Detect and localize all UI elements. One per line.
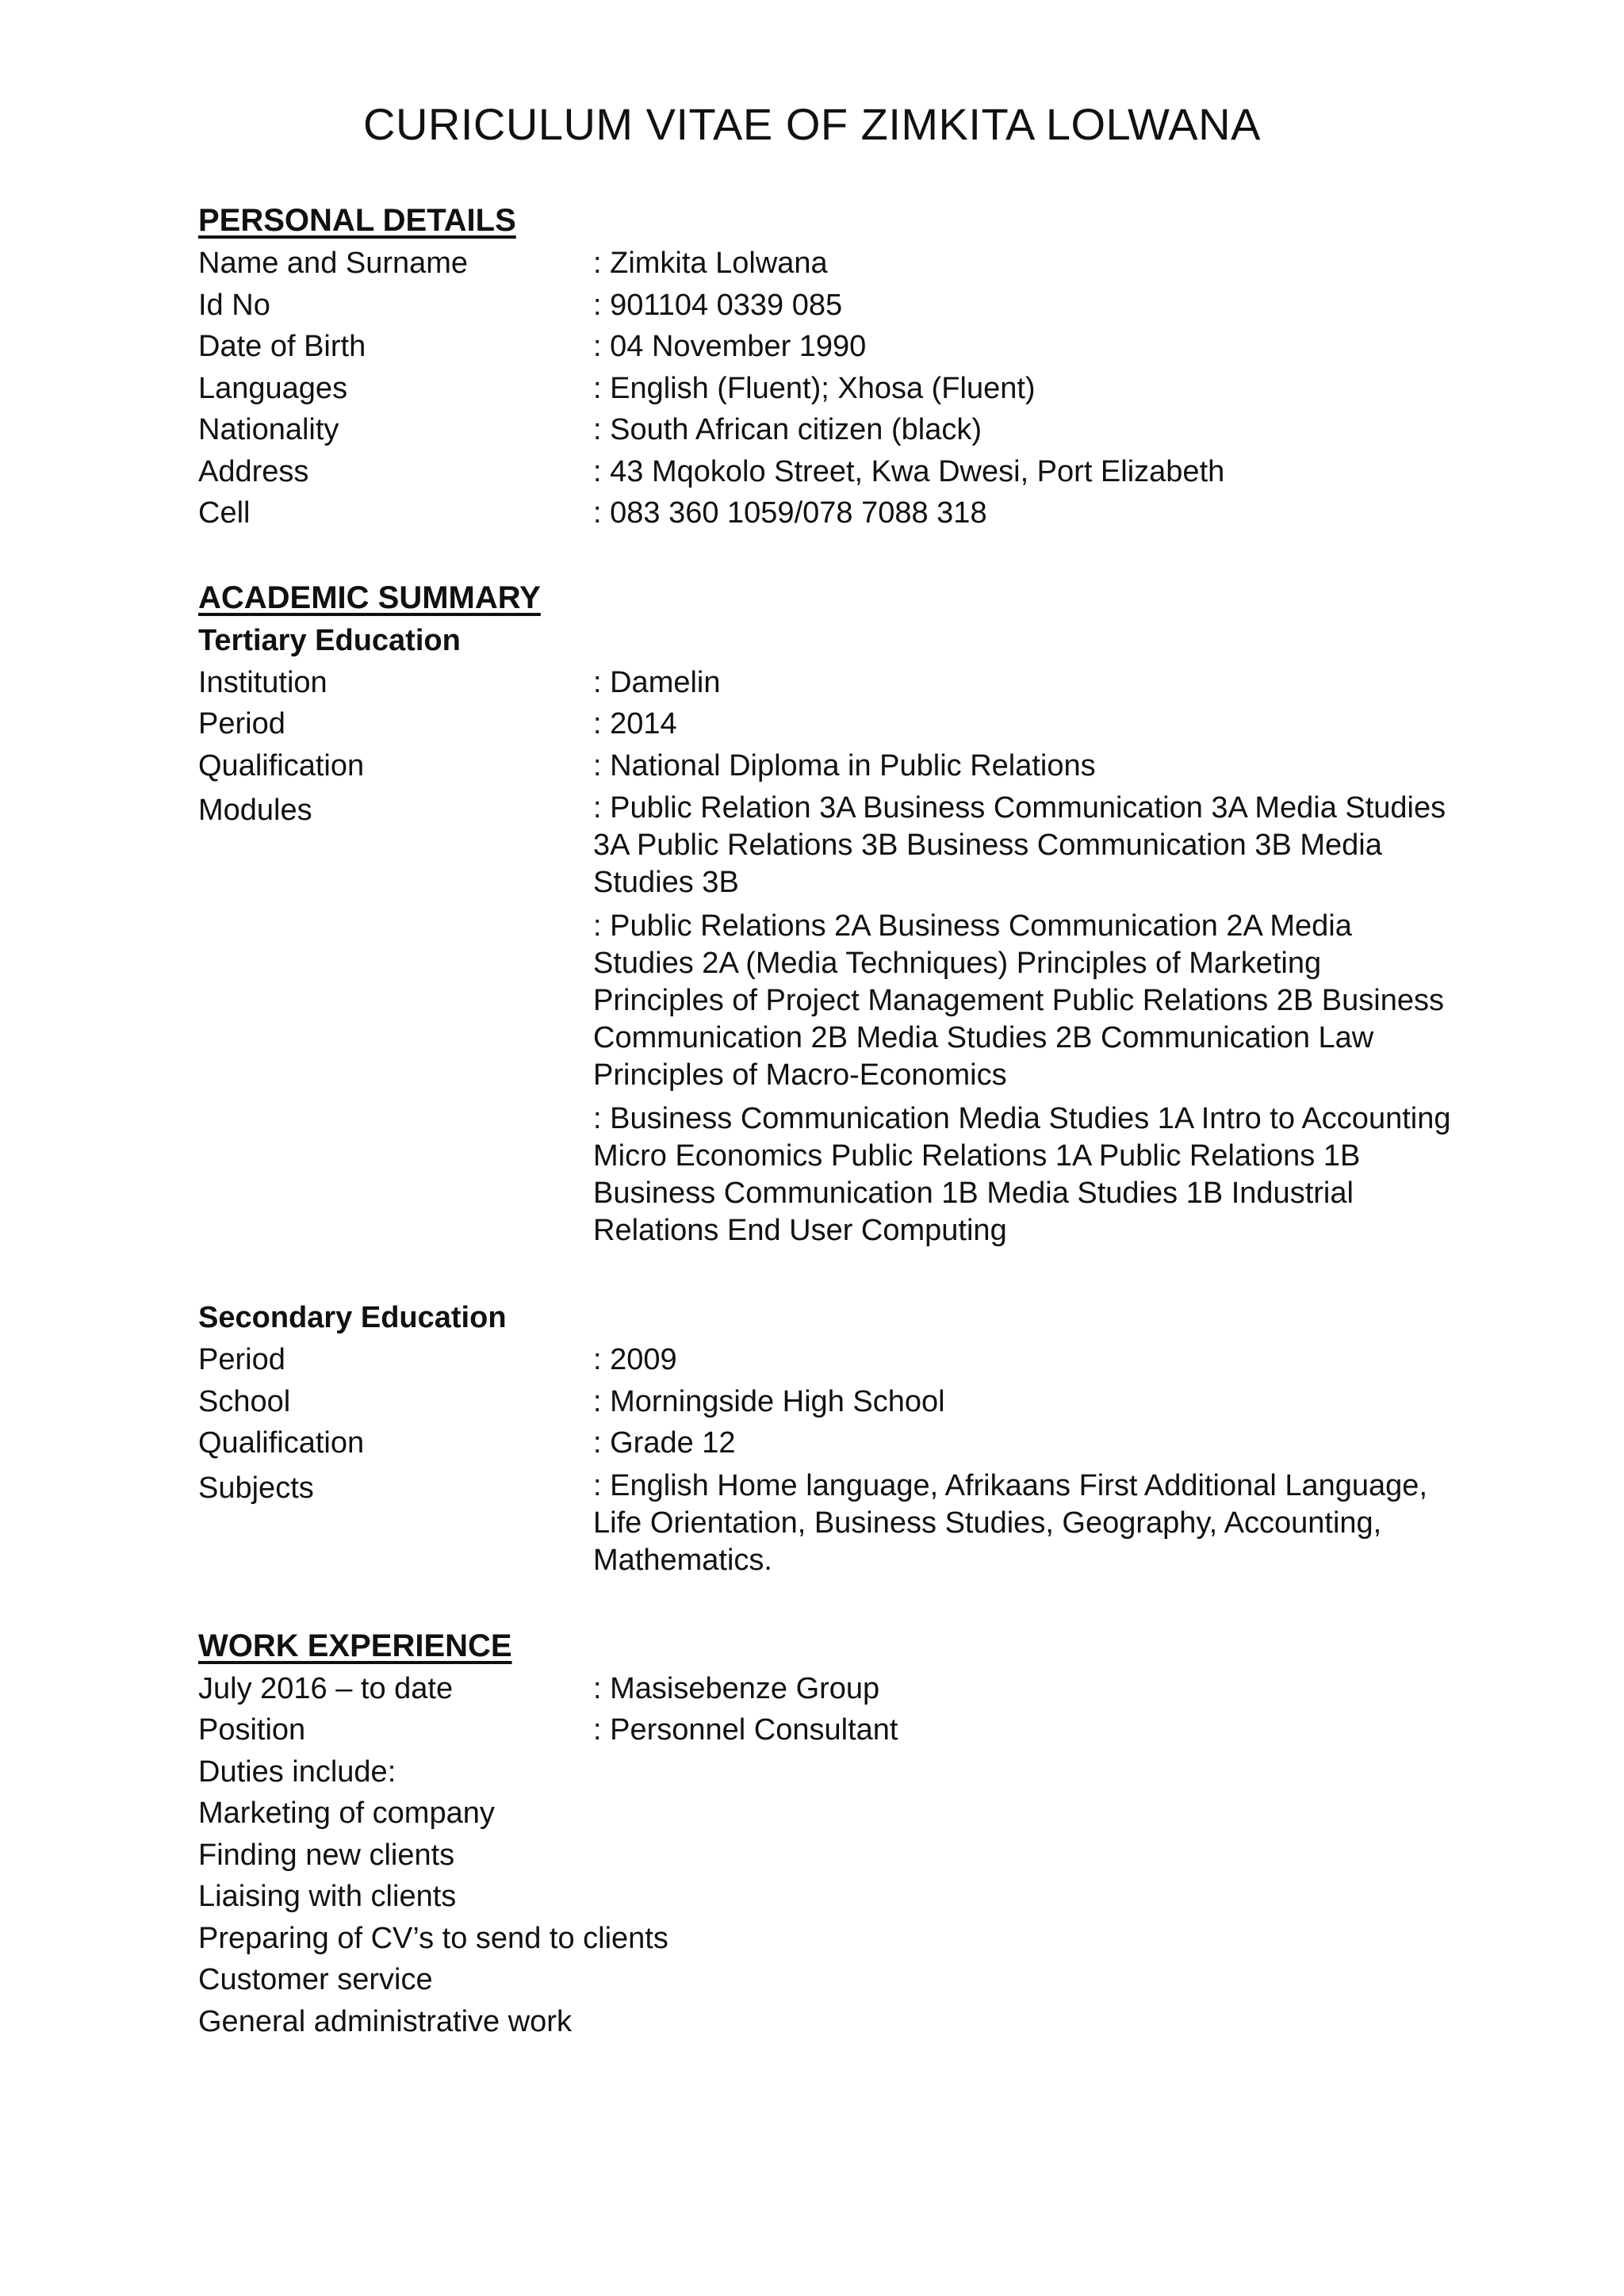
secondary-row-qualification — [198, 1422, 1451, 1464]
modules-list — [593, 786, 1451, 1253]
tertiary-row-modules — [198, 786, 1451, 1253]
row-value: : Morningside High School — [593, 1384, 945, 1418]
duty-item: Marketing of company — [198, 1797, 495, 1830]
row-value: : Grade 12 — [593, 1426, 736, 1460]
row-value: : Masisebenze Group — [593, 1671, 880, 1705]
cv-content — [198, 198, 1451, 2042]
academic-summary-section — [198, 576, 1451, 1582]
work-experience-section — [198, 1624, 1451, 2043]
academic-summary-heading: ACADEMIC SUMMARY — [198, 580, 541, 615]
row-label: Institution — [198, 665, 327, 699]
row-label: Id No — [198, 288, 270, 322]
secondary-education-heading: Secondary Education — [198, 1301, 507, 1334]
duty-item: Preparing of CV’s to send to clients — [198, 1921, 668, 1955]
work-row-position — [198, 1709, 1451, 1751]
spacer — [198, 1253, 1451, 1297]
subjects-list: : English Home language, Afrikaans First Additional Language, Life Orientation, Business Studies, Geography, Accounting, Mathematics. — [593, 1468, 1427, 1577]
work-experience-heading: WORK EXPERIENCE — [198, 1628, 512, 1663]
secondary-row-subjects — [198, 1464, 1451, 1582]
row-label: Period — [198, 707, 285, 740]
personal-details-section — [198, 198, 1451, 534]
modules-year-3: : Public Relation 3A Business Communication 3A Media Studies 3A Public Relations 3B Business Communication 3B Media Studies 3B — [593, 791, 1446, 899]
row-label: July 2016 – to date — [198, 1671, 454, 1705]
row-label: Subjects — [198, 1471, 314, 1505]
row-label: Date of Birth — [198, 330, 366, 363]
personal-row-languages — [198, 368, 1451, 410]
personal-row-name — [198, 243, 1451, 285]
work-row-period — [198, 1668, 1451, 1710]
duty-item: Customer service — [198, 1963, 433, 1996]
row-value: : Damelin — [593, 665, 721, 699]
row-value: : 04 November 1990 — [593, 330, 867, 363]
row-value: : 2009 — [593, 1343, 677, 1376]
duty-item: General administrative work — [198, 2004, 572, 2038]
row-label: Cell — [198, 496, 251, 530]
row-label: Qualification — [198, 748, 365, 783]
row-label: Position — [198, 1713, 306, 1747]
duty-item: Liaising with clients — [198, 1880, 457, 1913]
modules-year-2: : Public Relations 2A Business Communication 2A Media Studies 2A (Media Techniques) Principles of Marketing Principles of Project Management Public Relations 2B Business Communication 2B Media Studies 2B Communication Law Principles of Macro-Economics — [593, 909, 1444, 1092]
tertiary-row-qualification — [198, 745, 1451, 787]
row-label: Address — [198, 454, 309, 488]
secondary-row-school — [198, 1381, 1451, 1423]
row-label: School — [198, 1384, 291, 1418]
row-value: : 901104 0339 085 — [593, 288, 843, 322]
row-label: Qualification — [198, 1426, 365, 1460]
row-label: Nationality — [198, 413, 339, 446]
row-value: : National Diploma in Public Relations — [593, 748, 1096, 783]
row-value: : Personnel Consultant — [593, 1713, 898, 1747]
tertiary-row-period — [198, 703, 1451, 745]
row-value: : English (Fluent); Xhosa (Fluent) — [593, 371, 1036, 405]
personal-row-dob — [198, 326, 1451, 368]
modules-year-1: : Business Communication Media Studies 1A Intro to Accounting Micro Economics Public Relations 1A Public Relations 1B Business Communication 1B Media Studies 1B Industrial Relations End User Computing — [593, 1102, 1451, 1247]
tertiary-row-institution — [198, 662, 1451, 704]
personal-row-nationality — [198, 409, 1451, 451]
row-label: Modules — [198, 794, 312, 827]
duty-item: Finding new clients — [198, 1838, 455, 1872]
row-value: : 2014 — [593, 707, 677, 740]
tertiary-education-heading: Tertiary Education — [198, 623, 461, 657]
personal-row-address — [198, 451, 1451, 493]
row-value: : South African citizen (black) — [593, 413, 982, 446]
personal-details-heading: PERSONAL DETAILS — [198, 203, 516, 238]
secondary-row-period — [198, 1339, 1451, 1381]
personal-row-id — [198, 285, 1451, 327]
row-label: Period — [198, 1343, 285, 1376]
spacer — [198, 534, 1451, 576]
row-label: Languages — [198, 371, 348, 405]
spacer — [198, 1582, 1451, 1624]
row-label: Name and Surname — [198, 247, 469, 280]
row-value: : Zimkita Lolwana — [593, 247, 828, 280]
personal-row-cell — [198, 492, 1451, 534]
row-value: : 083 360 1059/078 7088 318 — [593, 496, 987, 530]
duties-heading: Duties include: — [198, 1755, 396, 1789]
row-value: : 43 Mqokolo Street, Kwa Dwesi, Port Elizabeth — [593, 454, 1225, 488]
document-title: CURICULUM VITAE OF ZIMKITA LOLWANA — [363, 99, 1261, 149]
